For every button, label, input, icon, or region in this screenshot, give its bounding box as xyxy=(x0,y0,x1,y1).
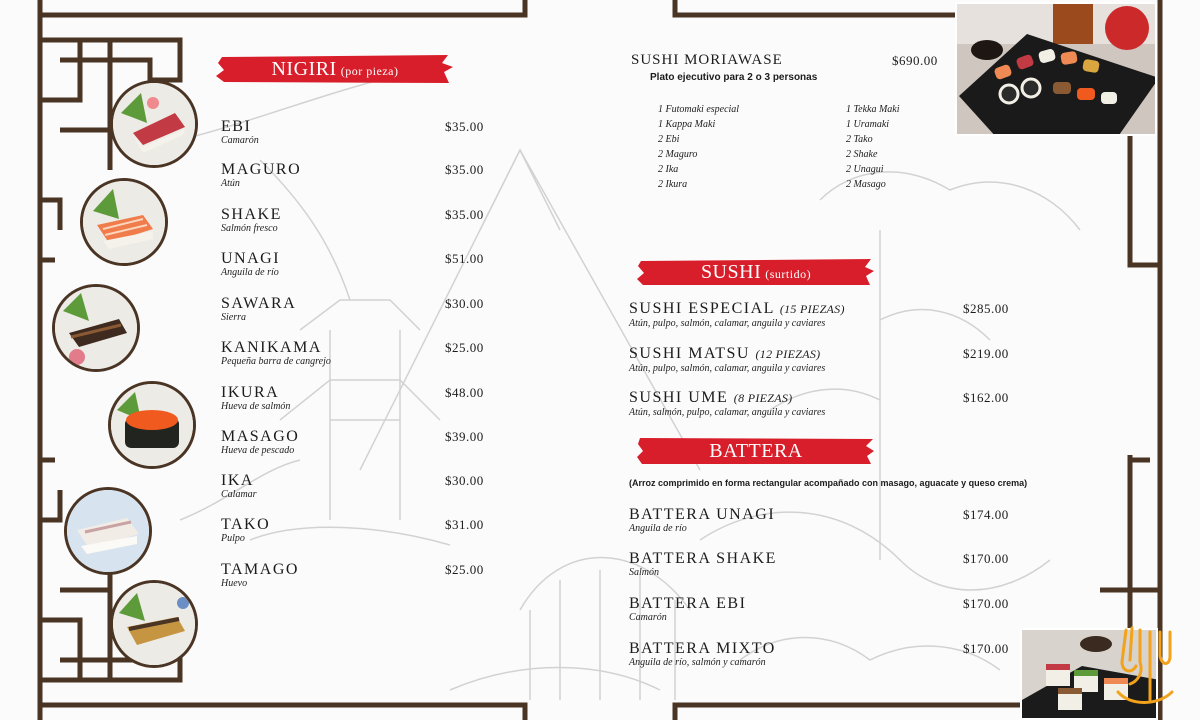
moriawase-platter-photo xyxy=(955,2,1157,136)
item-price: $162.00 xyxy=(963,390,1009,405)
nigiri-item-kanikama xyxy=(221,339,331,368)
battera-title: BATTERA xyxy=(709,440,803,462)
battera-item-mixto xyxy=(629,640,776,669)
item-price: $25.00 xyxy=(445,340,484,355)
battera-banner xyxy=(637,436,875,466)
item-price: $174.00 xyxy=(963,507,1009,522)
item-name: SHAKE xyxy=(221,206,282,223)
item-name: UNAGI xyxy=(221,250,281,267)
combo-item: 2 Ika xyxy=(658,164,679,175)
nigiri-item-masago xyxy=(221,428,299,457)
item-description: Pequeña barra de cangrejo xyxy=(221,356,331,367)
item-name: TAMAGO xyxy=(221,561,299,578)
moriawase-title: SUSHI MORIAWASE xyxy=(631,52,783,68)
item-name: MAGURO xyxy=(221,161,302,178)
sushi-item-matsu xyxy=(629,345,825,375)
item-description: Sierra xyxy=(221,312,246,323)
nigiri-item-ebi xyxy=(221,118,259,147)
item-description: Pulpo xyxy=(221,533,245,544)
item-name: SAWARA xyxy=(221,295,297,312)
nigiri-photo-salmon xyxy=(80,178,168,266)
nigiri-item-unagi xyxy=(221,250,280,279)
battera-item-shake xyxy=(629,550,777,579)
item-description: Anguila de río xyxy=(221,267,279,278)
moriawase-subtitle: Plato ejecutivo para 2 o 3 personas xyxy=(650,72,818,83)
item-description: Anguila de río xyxy=(629,523,687,534)
item-name: IKA xyxy=(221,472,254,489)
item-pieces: (12 PIEZAS) xyxy=(755,347,821,361)
item-name: MASAGO xyxy=(221,428,300,445)
item-price: $219.00 xyxy=(963,346,1009,361)
item-price: $39.00 xyxy=(445,429,484,444)
item-pieces: (8 PIEZAS) xyxy=(733,391,793,405)
item-name: BATTERA MIXTO xyxy=(629,640,776,657)
nigiri-item-ika xyxy=(221,472,257,501)
nigiri-item-shake xyxy=(221,206,282,235)
item-description: Atún, pulpo, salmón, calamar, anguila y caviares xyxy=(629,318,826,329)
nigiri-item-tako xyxy=(221,516,270,545)
item-description: Calamar xyxy=(221,489,257,500)
nigiri-title: NIGIRI xyxy=(271,58,337,80)
combo-item: 1 Kappa Maki xyxy=(658,119,716,130)
item-price: $30.00 xyxy=(445,473,484,488)
item-description: Atún, salmón, pulpo, calamar, anguila y caviares xyxy=(629,407,826,418)
sushi-banner xyxy=(637,257,875,287)
nigiri-item-maguro xyxy=(221,161,301,190)
combo-item: 2 Tako xyxy=(846,134,873,145)
item-description: Salmón fresco xyxy=(221,223,278,234)
battera-item-unagi xyxy=(629,506,775,535)
item-description: Hueva de salmón xyxy=(221,401,291,412)
item-price: $35.00 xyxy=(445,207,484,222)
item-price: $25.00 xyxy=(445,562,484,577)
sushi-subtitle: (surtido) xyxy=(765,267,812,281)
item-description: Atún, pulpo, salmón, calamar, anguila y caviares xyxy=(629,363,826,374)
combo-item: 1 Futomaki especial xyxy=(658,104,740,115)
item-description: Hueva de pescado xyxy=(221,445,295,456)
battera-item-ebi xyxy=(629,595,746,624)
item-price: $35.00 xyxy=(445,119,484,134)
nigiri-banner xyxy=(216,54,454,84)
sushi-item-especial xyxy=(629,300,845,330)
item-name: BATTERA EBI xyxy=(629,595,747,612)
item-name: SUSHI UME xyxy=(629,389,729,406)
item-name: SUSHI ESPECIAL xyxy=(629,300,775,317)
combo-item: 2 Masago xyxy=(846,179,886,190)
nigiri-photo-tuna xyxy=(110,80,198,168)
item-name: EBI xyxy=(221,118,252,135)
item-name: IKURA xyxy=(221,384,280,401)
nigiri-subtitle: (por pieza) xyxy=(340,64,399,78)
item-name: SUSHI MATSU xyxy=(629,345,750,362)
combo-item: 2 Ebi xyxy=(658,134,680,145)
item-name: BATTERA SHAKE xyxy=(629,550,777,567)
item-description: Salmón xyxy=(629,567,659,578)
moriawase-price: $690.00 xyxy=(892,53,938,68)
item-description: Camarón xyxy=(221,135,259,146)
item-price: $30.00 xyxy=(445,296,484,311)
combo-item: 1 Tekka Maki xyxy=(846,104,900,115)
battera-note: (Arroz comprimido en forma rectangular acompañado con masago, aguacate y queso crema) xyxy=(629,478,1028,488)
combo-item: 2 Ikura xyxy=(658,179,688,190)
item-price: $31.00 xyxy=(445,517,484,532)
nigiri-item-tamago xyxy=(221,561,299,590)
item-name: BATTERA UNAGI xyxy=(629,506,776,523)
item-name: KANIKAMA xyxy=(221,339,322,356)
combo-item: 1 Uramaki xyxy=(846,119,890,130)
item-price: $170.00 xyxy=(963,551,1009,566)
sushi-item-ume xyxy=(629,389,825,419)
combo-item: 2 Shake xyxy=(846,149,878,160)
nigiri-photo-egg xyxy=(110,580,198,668)
item-description: Anguila de río, salmón y camarón xyxy=(629,657,766,668)
item-price: $35.00 xyxy=(445,162,484,177)
moriawase-list-left xyxy=(658,102,739,192)
item-name: TAKO xyxy=(221,516,271,533)
item-description: Camarón xyxy=(629,612,667,623)
nigiri-photo-eel xyxy=(52,284,140,372)
item-price: $170.00 xyxy=(963,596,1009,611)
nigiri-item-sawara xyxy=(221,295,296,324)
combo-item: 2 Unagui xyxy=(846,164,884,175)
nigiri-photo-squid xyxy=(64,487,152,575)
item-price: $51.00 xyxy=(445,251,484,266)
item-description: Huevo xyxy=(221,578,248,589)
item-price: $170.00 xyxy=(963,641,1009,656)
nigiri-photo-roe xyxy=(108,381,196,469)
moriawase-list-right xyxy=(846,102,900,192)
item-price: $285.00 xyxy=(963,301,1009,316)
nigiri-item-ikura xyxy=(221,384,290,413)
item-price: $48.00 xyxy=(445,385,484,400)
item-description: Atún xyxy=(221,178,240,189)
item-pieces: (15 PIEZAS) xyxy=(779,302,845,316)
sushi-title: SUSHI xyxy=(700,261,762,283)
combo-item: 2 Maguro xyxy=(658,149,698,160)
fork-knife-logo-icon xyxy=(1110,622,1182,710)
